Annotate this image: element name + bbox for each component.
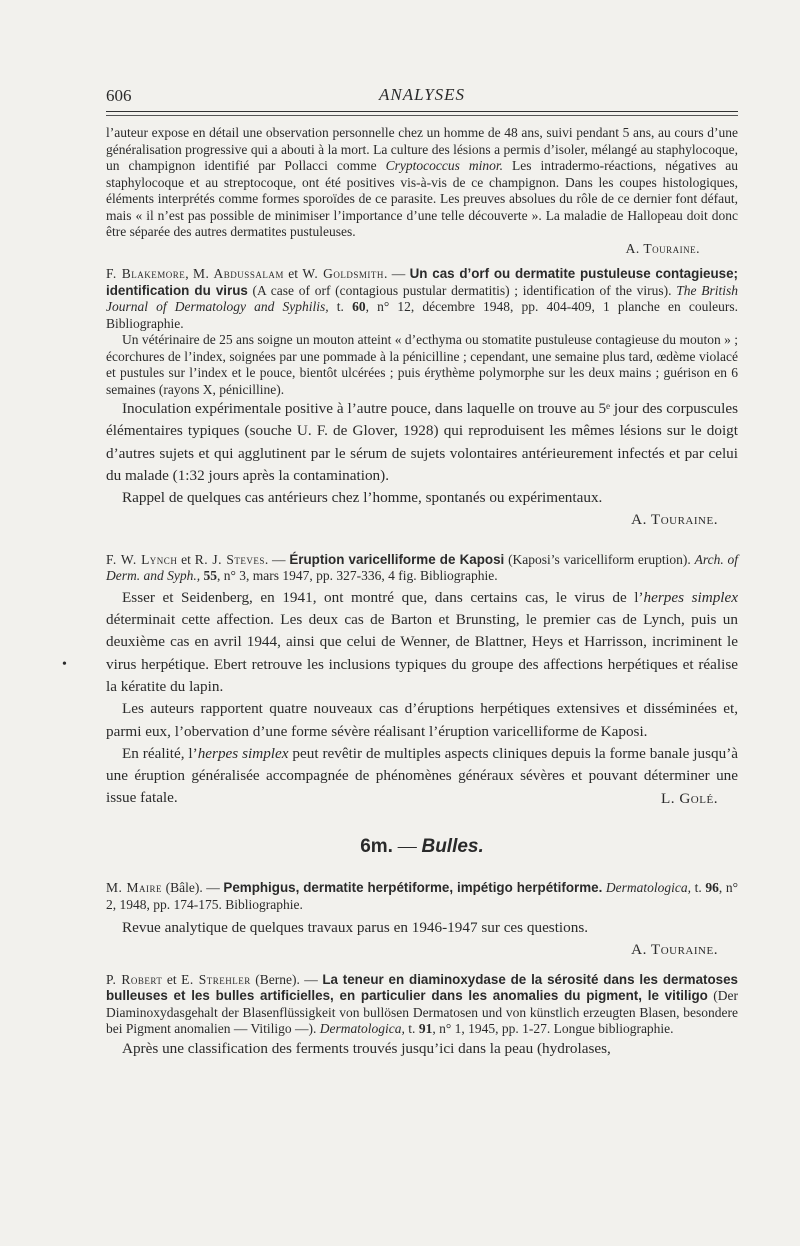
margin-bullet: • [62, 657, 67, 672]
review-reference: M. Maire (Bâle). — Pemphigus, dermatite herpétiforme, impétigo herpétiforme. Dermatologica, t. 96, n° 2, 1948, pp. 174-175. Bibliographie. [106, 880, 739, 912]
author: R. J. Steves [194, 551, 265, 567]
review-paragraph: Inoculation expérimentale positive à l’autre pouce, dans laquelle on trouve au 5ᵉ jour des corpuscules élémentaires typiques (souche U. F. de Glover, 1928) qui reproduisent les mêmes lésions sur le doigt d’autres sujets et qui agglutinent par le sérum de sujets volontaires antérieurement infectés et par celui du malade (1:32 jours après la contamination). [106, 400, 738, 484]
review-reference: F. Blakemore, M. Abdussalam et W. Goldsmith. — Un cas d’orf ou dermatite pustuleuse contagieuse; identification du virus (A case of orf (contagious pustular dermatitis) ; identification of the virus). The British Journal of Dermatology and Syphilis, t. 60, n° 12, décembre 1948, pp. 404-409, 1 planche en couleurs. Bibliographie. [106, 266, 739, 331]
review-paragraph: Rappel de quelques cas antérieurs chez l’homme, spontanés ou expérimentaux. [122, 489, 603, 507]
running-head: ANALYSES [378, 85, 466, 104]
journal-name: Dermatologica, [605, 880, 692, 896]
review-paragraph: Esser et Seidenberg, en 1941, ont montré que, dans certains cas, le virus de l’herpes simplex déterminait cette affection. Les deux cas de Barton et Brunsting, le premier cas de Lynch, puis un deuxième cas en avril 1944, ainsi que celui de Wenner, de Blattner, Heys et Harrisson, incriminent le virus herpétique. Ebert retrouve les inclusions typiques du groupe des affections herpétiques et réalise la kératite du lapin. [106, 588, 739, 695]
author: M. Maire [106, 880, 162, 896]
review-orf [106, 266, 738, 532]
section-heading: 6m. — Bulles. [360, 836, 484, 858]
review-signature: L. Golé. [660, 789, 718, 807]
volume: 55 [203, 568, 217, 584]
volume: 60 [352, 299, 366, 314]
volume: 96 [705, 880, 719, 896]
review-hallopeau [106, 125, 738, 257]
author: M. Abdussalam [193, 266, 284, 281]
review-reference: F. W. Lynch et R. J. Steves. — Éruption varicelliforme de Kaposi (Kaposi’s varicelliform eruption). Arch. of Derm. and Syph., 55, n° 3, mars 1947, pp. 327-336, 4 fig. Bibliographie. [106, 551, 739, 584]
author: F. Blakemore [106, 266, 186, 281]
review-diaminoxydase [106, 972, 738, 1060]
author: P. Robert [106, 971, 163, 987]
article-title: Pemphigus, dermatite herpétiforme, impétigo herpétiforme. [223, 880, 603, 896]
review-reference: P. Robert et E. Strehler (Berne). — La teneur en diaminoxydase de la sérosité dans les dermatoses bulleuses et les bulles artificielles, en particulier dans les anomalies du pigment, le vitiligo (Der Diaminoxydasgehalt der Blasenflüssigkeit von bullösen Dermatosen und von künstlich erzeugten Blasen, besondere bei Pigment anomalien — Vitiligo —). Dermatologica, t. 91, n° 1, 1945, pp. 1-27. Longue bibliographie. [106, 971, 738, 1037]
author: W. Goldsmith [302, 266, 384, 281]
review-paragraph: Les auteurs rapportent quatre nouveaux cas d’éruptions herpétiques extensives et disséminées et, parmi eux, l’obervation d’une forme sévère réalisant l’éruption varicelliforme de Kaposi. [106, 700, 738, 740]
article-title: Éruption varicelliforme de Kaposi [289, 551, 505, 567]
review-signature: A. Touraine. [625, 240, 700, 256]
journal-name: The British Journal of Dermatology and Syphilis, [106, 282, 738, 314]
volume: 91 [418, 1021, 433, 1037]
author: E. Strehler [181, 971, 251, 987]
review-paragraph: Après une classification des ferments trouvés jusqu’ici dans la peau (hydrolases, [122, 1039, 611, 1057]
review-paragraph: l’auteur expose en détail une observation personnelle chez un homme de 48 ans, suivi pendant 5 ans, au cours d’une généralisation progressive qui a abouti à la mort. La culture des lésions a permis d’isoler, mélangé au staphylocoque, un champignon identifié par Pollacci comme Cryptococcus minor. Les intradermo-réactions, négatives au staphylocoque et au streptocoque, ont été positives vis-à-vis de ce champignon. Dans les coupes histologiques, éléments interprétés comme formes sporoïdes de ce parasite. Les preuves absolues du rôle de ce dernier font défaut, mais « il n’est pas possible de minimiser l’importance d’une telle découverte ». La maladie de Hallopeau doit donc être séparée des autres dermatites pustuleuses. [106, 125, 738, 239]
header-rule-thin [106, 115, 738, 116]
review-paragraph: Un vétérinaire de 25 ans soigne un mouton atteint « d’ecthyma ou stomatite pustuleuse contagieuse du mouton » ; écorchures de l’index, soignées par une pommade à la pénicilline ; cependant, une semaine plus tard, œdème violacé et pustules sur l’index et le pouce, bientôt ulcérées ; puis érythème polymorphe sur les deux mains ; guérison en 6 semaines (rayons X, pénicilline). [106, 332, 738, 397]
review-signature: A. Touraine. [631, 941, 718, 959]
review-pemphigus [106, 880, 738, 962]
review-paragraph: En réalité, l’herpes simplex peut revêtir de multiples aspects cliniques depuis la forme banale jusqu’à une éruption généralisée accompagnée de phénomènes généraux sévères et pouvant déterminer une issue fatale. [106, 744, 738, 807]
author: F. W. Lynch [106, 551, 178, 567]
journal-name: Arch. of Derm. and Syph., [106, 551, 739, 584]
review-kaposi [106, 552, 738, 810]
article-title: Un cas d’orf ou dermatite pustuleuse contagieuse; identification du virus [106, 266, 739, 298]
page-header [106, 80, 738, 108]
header-rule [106, 111, 738, 112]
article-title: La teneur en diaminoxydase de la sérosité dans les dermatoses bulleuses et les bulles artificielles, en particulier dans les anomalies du pigment, le vitiligo [106, 971, 738, 1004]
page-body [106, 125, 738, 1060]
review-signature: A. Touraine. [631, 511, 718, 529]
review-paragraph: Revue analytique de quelques travaux parus en 1946-1947 sur ces questions. [122, 919, 589, 937]
page-number: 606 [106, 86, 132, 105]
journal-name: Dermatologica, [319, 1021, 405, 1037]
